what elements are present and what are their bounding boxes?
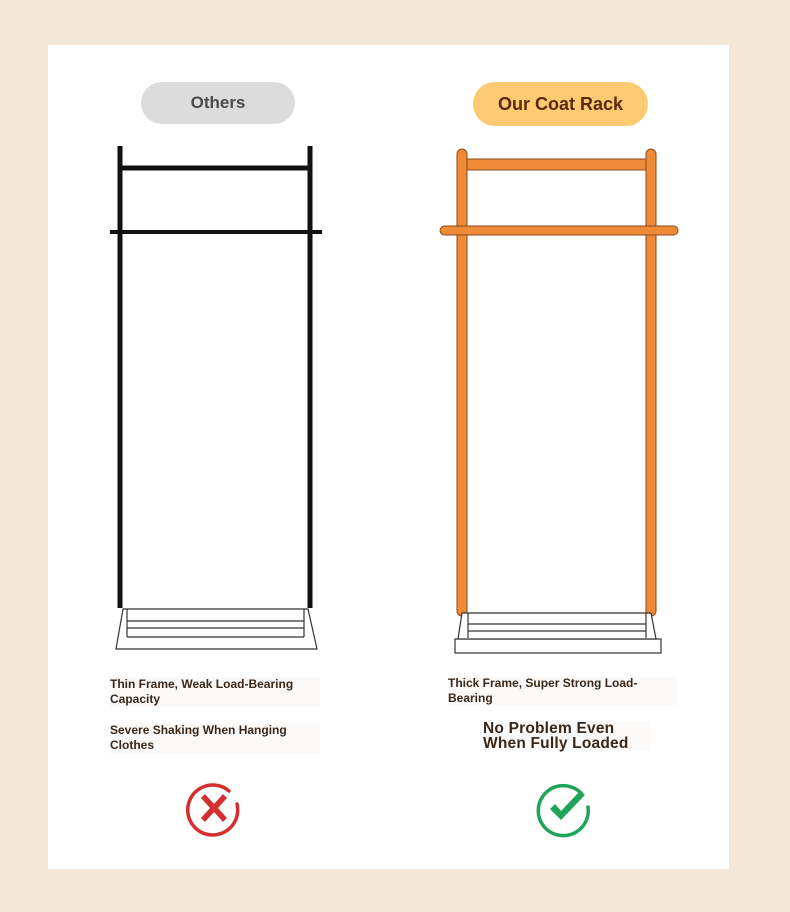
- ours-base: [455, 613, 661, 653]
- comparison-card: [48, 45, 729, 869]
- ours-point-2: No Problem Even When Fully Loaded: [483, 721, 651, 751]
- ours-left-post: [457, 149, 467, 616]
- ours-hanging-bar: [440, 226, 678, 235]
- red-x-icon: [185, 780, 243, 838]
- ours-point-1: [448, 677, 678, 705]
- ours-label: Our Coat Rack: [497, 93, 624, 114]
- others-point-2: Severe Shaking When Hanging Clothes: [110, 723, 320, 753]
- ours-right-post: [646, 149, 656, 616]
- ours-top-bar: [467, 159, 646, 170]
- green-check-icon: [535, 780, 593, 838]
- others-label: Others: [190, 93, 246, 112]
- ours-point-1-text: Thick Frame, Super Strong Load-Bearing: [448, 676, 638, 705]
- others-point-1: Thin Frame, Weak Load-Bearing Capacity: [110, 677, 320, 707]
